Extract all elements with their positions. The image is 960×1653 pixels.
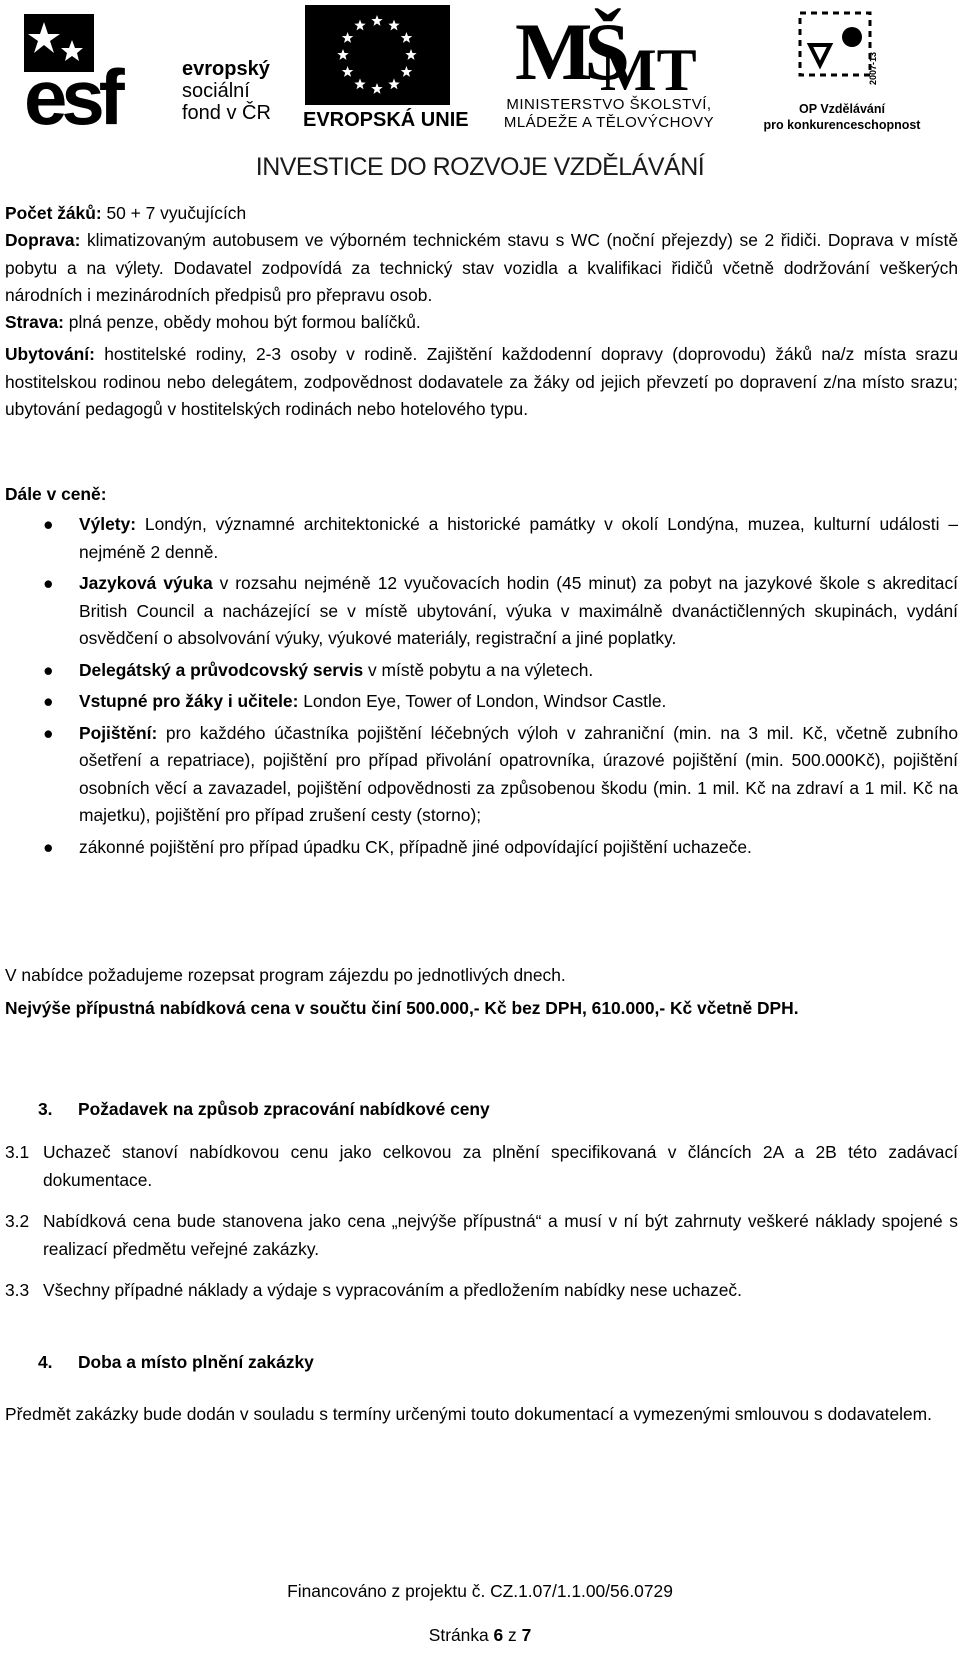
- doprava-label: Doprava:: [5, 230, 81, 250]
- eu-label: EVROPSKÁ UNIE: [303, 109, 469, 131]
- esf-logo-text: evropský sociální fond v ČR: [182, 58, 271, 124]
- msmt-logo: [515, 4, 705, 103]
- bullet-icon: ●: [43, 659, 54, 680]
- bullet-icon: ●: [43, 514, 54, 534]
- bullet-icon: ●: [43, 573, 54, 593]
- esf-logo: [22, 12, 170, 141]
- section-3-heading: 3. Požadavek na způsob zpracování nabídkové ceny: [38, 1099, 490, 1119]
- doprava-value: klimatizovaným autobusem ve výborném technickém stavu s WC (noční přejezdy) se 2 řidiči. Doprava v místě pobytu a na výlety. Dodavatel zodpovídá za technický stav vozidla a kvalifikaci řidičů včetně dodržování veškerých národních i mezinárodních předpisů pro přepravu osob.: [5, 230, 958, 305]
- strava-paragraph: [5, 309, 958, 337]
- op-logo: [790, 5, 890, 97]
- dale-v-cene-list: [5, 511, 958, 865]
- doprava-paragraph: [5, 227, 958, 310]
- section-4-heading: 4. Doba a místo plnění zakázky: [38, 1352, 314, 1372]
- investice-banner: INVESTICE DO ROZVOJE VZDĚLÁVÁNÍ: [255, 153, 705, 181]
- list-item: ● zákonné pojištění pro případ úpadku CK, případně jiné odpovídající pojištění uchazeče.: [5, 834, 958, 862]
- list-item: ● Jazyková výuka v rozsahu nejméně 12 vyučovacích hodin (45 minut) za pobyt na jazykové škole s akreditací British Council a nacházející se v místě ubytování, výuka v maximálně dvanáctičlenných skupinách, vydání osvědčení o absolvování výuky, výukové materiály, registrační a jiné poplatky.: [5, 570, 958, 653]
- program-note: V nabídce požadujeme rozepsat program zájezdu po jednotlivých dnech.: [5, 965, 566, 985]
- svg-text:MŠ: MŠ: [515, 6, 622, 97]
- section-3-items: [5, 1139, 958, 1305]
- list-item: ● Delegátský a průvodcovský servis v místě pobytu a na výletech.: [5, 657, 958, 685]
- dale-v-cene-heading: Dále v ceně:: [5, 484, 107, 504]
- bullet-icon: ●: [43, 722, 54, 743]
- list-item: ● Pojištění: pro každého účastníka pojištění léčebných výloh v zahraniční (min. na 3 mil. Kč, včetně zubního ošetření a repatriace), pojištění pro případ přivolání opatrovníka, úrazové pojištění (min. 500.000Kč), pojištění osobních věcí a zavazadel, pojištění odpovědnosti za způsobenou škodu (min. 1 mil. Kč na zdraví a 1 mil. Kč na majetku), pojištění pro případ zrušení cesty (storno);: [5, 720, 958, 830]
- strava-label: Strava:: [5, 312, 64, 332]
- list-item: 3.3 Všechny případné náklady a výdaje s vypracováním a předložením nabídky nese uchazeč.: [5, 1280, 742, 1300]
- footer-project: Financováno z projektu č. CZ.1.07/1.1.00/56.0729: [287, 1581, 673, 1601]
- ubytovani-value: hostitelské rodiny, 2-3 osoby v rodině. Zajištění každodenní dopravy (doprovodu) žáků na/z místa srazu hostitelskou rodinou nebo delegátem, zodpovědnost dodavatele za žáky od jejich převzetí po dopravení z/na místo srazu; ubytování pedagogů v hostitelských rodinách nebo hotelového typu.: [5, 344, 958, 419]
- ubytovani-paragraph: [5, 341, 958, 424]
- list-item: 3.2 Nabídková cena bude stanovena jako cena „nejvýše přípustná“ a musí v ní být zahrnuty veškeré náklady spojené s realizací předmětu veřejné zakázky.: [5, 1211, 958, 1259]
- footer-page-number: Stránka 6 z 7: [428, 1625, 532, 1645]
- bullet-icon: ●: [43, 691, 54, 711]
- svg-text:MT: MT: [600, 37, 697, 103]
- strava-value: plná penze, obědy mohou být formou balíčků.: [63, 312, 421, 332]
- max-price: Nejvýše přípustná nabídková cena v součtu činí 500.000,- Kč bez DPH, 610.000,- Kč včetně DPH.: [5, 998, 799, 1018]
- svg-text:esf: esf: [24, 53, 119, 141]
- section-4-text: Předmět zakázky bude dodán v souladu s termíny určenými touto dokumentací a vymezenými smlouvou s dodavatelem.: [5, 1404, 932, 1424]
- list-item: 3.1 Uchazeč stanoví nabídkovou cenu jako celkovou za plnění specifikovaná v článcích 2A a 2B této zadávací dokumentace.: [5, 1142, 958, 1190]
- msmt-logo-text: MINISTERSTVO ŠKOLSTVÍ, MLÁDEŽE A TĚLOVÝCHOVY: [503, 96, 715, 131]
- eu-flag-logo: [305, 5, 450, 105]
- ubytovani-label: Ubytování:: [5, 344, 95, 364]
- svg-text:2007-13: 2007-13: [868, 51, 878, 85]
- list-item: ● Výlety: Londýn, významné architektonické a historické památky v okolí Londýna, muzea, kulturní události – nejméně 2 denně.: [5, 511, 958, 566]
- list-item: ● Vstupné pro žáky i učitele: London Eye, Tower of London, Windsor Castle.: [5, 688, 958, 716]
- op-logo-text: OP Vzdělávání pro konkurenceschopnost: [763, 102, 921, 132]
- bullet-icon: ●: [43, 836, 54, 857]
- pocet-label: Počet žáků:: [5, 203, 102, 223]
- pocet-value: 50 + 7 vyučujících: [101, 203, 247, 223]
- pocet-zaku: [5, 200, 958, 228]
